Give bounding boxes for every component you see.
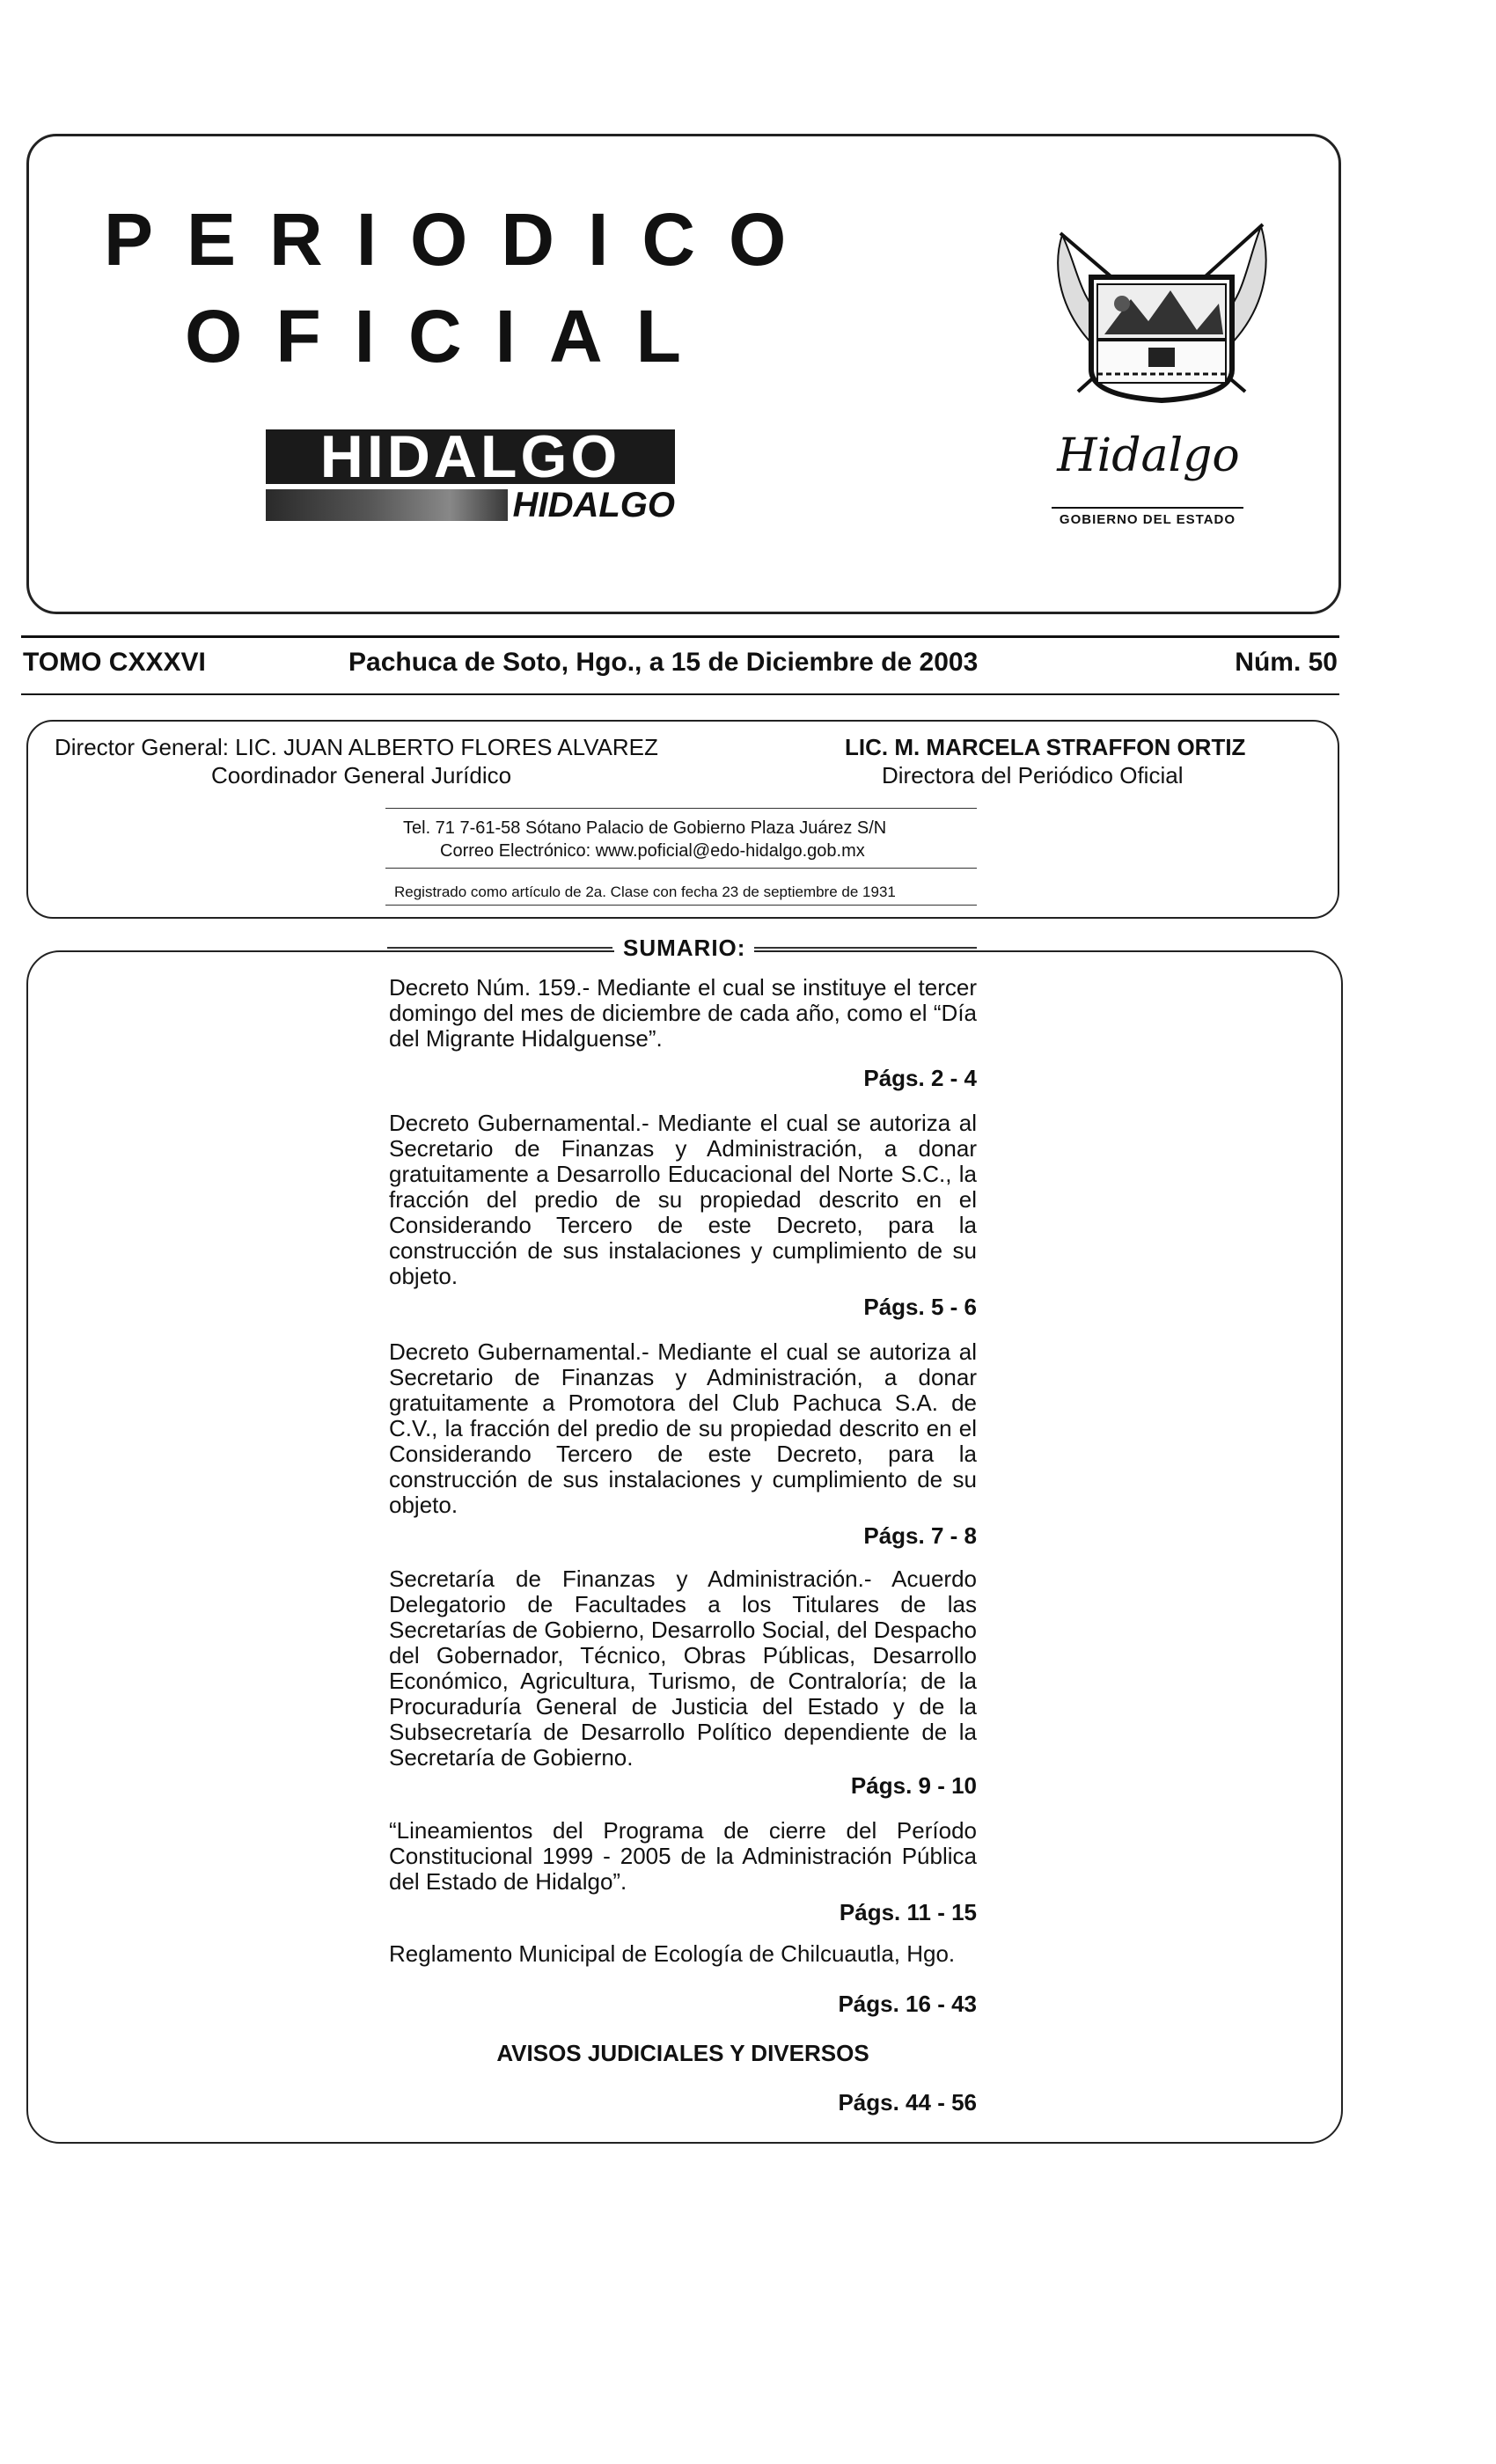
- hidalgo-logo-sub: HIDALGO: [508, 488, 675, 523]
- government-label: GOBIERNO DEL ESTADO: [1059, 512, 1236, 527]
- staff-rule: [385, 808, 977, 809]
- sumario-entry-pages: Págs. 2 - 4: [863, 1065, 977, 1091]
- registration-note: Registrado como artículo de 2a. Clase con fecha 23 de septiembre de 1931: [394, 884, 896, 900]
- crest-rule: [1052, 507, 1243, 509]
- sumario-entry-pages: Págs. 5 - 6: [863, 1294, 977, 1320]
- hidalgo-logo-main: HIDALGO: [266, 429, 675, 484]
- sumario-entry-text: AVISOS JUDICIALES Y DIVERSOS: [496, 2040, 869, 2066]
- coordinator-name: LIC. M. MARCELA STRAFFON ORTIZ: [845, 734, 1246, 760]
- sumario-rule-left: [387, 947, 612, 949]
- sumario-entry-text: Decreto Gubernamental.- Mediante el cual se autoriza al Secretario de Finanzas y Administración, a donar gratuitamente a Desarrollo Educacional del Norte S.C., la fracción del predio de su propiedad descrito en el Considerando Tercero de este Decreto, para la construcción de sus instalaciones y cumplimiento de su objeto.: [389, 1110, 977, 1289]
- director-role: Coordinador General Jurídico: [211, 762, 512, 788]
- state-crest-icon: [1043, 216, 1280, 436]
- sumario-entry-pages: Págs. 44 - 56: [838, 2089, 977, 2116]
- registration-rule-top: [385, 868, 977, 869]
- issue-number: Núm. 50: [1235, 648, 1338, 677]
- sumario-rule-right: [744, 947, 977, 949]
- sumario-entry-pages: Págs. 11 - 15: [839, 1899, 977, 1925]
- sumario-entry-pages: Págs. 7 - 8: [863, 1522, 977, 1549]
- coordinator-role: Directora del Periódico Oficial: [882, 762, 1184, 788]
- director-line: Director General: LIC. JUAN ALBERTO FLORES ALVAREZ: [55, 734, 658, 760]
- sumario-entry-pages: Págs. 16 - 43: [838, 1991, 977, 2017]
- sumario-entry-text: “Lineamientos del Programa de cierre del Período Constitucional 1999 - 2005 de la Administración Pública del Estado de Hidalgo”.: [389, 1817, 977, 1895]
- issue-place-date: Pachuca de Soto, Hgo., a 15 de Diciembre de 2003: [348, 648, 979, 677]
- registration-rule-bottom: [385, 905, 977, 906]
- hidalgo-logo: [266, 429, 675, 526]
- issue-tomo: TOMO CXXXVI: [23, 648, 206, 677]
- crest-caption: Hidalgo: [1057, 429, 1240, 482]
- sumario-entry-text: Secretaría de Finanzas y Administración.- Acuerdo Delegatorio de Facultades a los Titulares de las Secretarías de Gobierno, Desarrollo Social, del Despacho del Gobernador, Técnico, Obras Públicas, Desarrollo Económico, Agricultura, Turismo, de Contraloría; de la Procuraduría General de Justicia del Estado y de la Subsecretaría de Desarrollo Político dependiente de la Secretaría de Gobierno.: [389, 1566, 977, 1771]
- sumario-entry-pages: Págs. 9 - 10: [850, 1772, 977, 1799]
- sumario-entry-text: Decreto Núm. 159.- Mediante el cual se instituye el tercer domingo del mes de diciembre de cada año, como el “Día del Migrante Hidalguense”.: [389, 974, 977, 1052]
- newspaper-title-line1: PERIODICO: [104, 198, 820, 281]
- sumario-heading: SUMARIO:: [614, 935, 754, 962]
- sumario-entry-text: Reglamento Municipal de Ecología de Chilcuautla, Hgo.: [389, 1940, 956, 1967]
- issue-rule-top: [21, 635, 1339, 638]
- newspaper-title-line2: OFICIAL: [185, 295, 715, 378]
- sumario-entry-text: Decreto Gubernamental.- Mediante el cual se autoriza al Secretario de Finanzas y Administración, a donar gratuitamente a Promotora del Club Pachuca S.A. de C.V., la fracción del predio de su propiedad descrito en el Considerando Tercero de este Decreto, para la construcción de sus instalaciones y cumplimiento de su objeto.: [389, 1338, 977, 1518]
- email-line: Correo Electrónico: www.poficial@edo-hidalgo.gob.mx: [440, 841, 865, 861]
- telephone-address: Tel. 71 7-61-58 Sótano Palacio de Gobierno Plaza Juárez S/N: [403, 818, 887, 838]
- issue-rule-bottom: [21, 693, 1339, 695]
